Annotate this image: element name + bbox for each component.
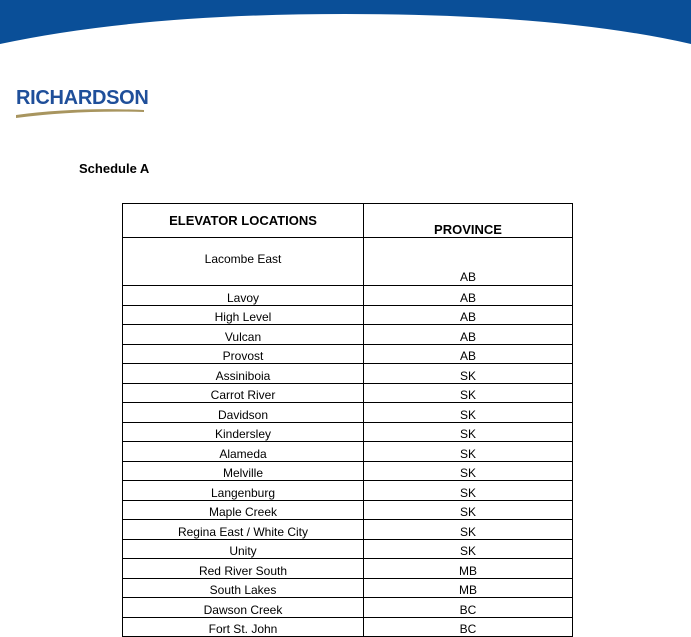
table-row — [123, 442, 573, 462]
province-cell: SK — [364, 481, 573, 501]
province-cell: AB — [364, 344, 573, 364]
province-cell: SK — [364, 500, 573, 520]
province-cell: AB — [364, 305, 573, 325]
province-cell: BC — [364, 617, 573, 637]
table-row — [123, 617, 573, 637]
location-cell: South Lakes — [123, 578, 364, 598]
location-cell: Carrot River — [123, 383, 364, 403]
location-cell: Lacombe East — [123, 238, 364, 286]
location-cell: Red River South — [123, 559, 364, 579]
province-cell: AB — [364, 286, 573, 306]
logo-swoosh — [16, 106, 146, 118]
location-cell: Provost — [123, 344, 364, 364]
location-cell: Lavoy — [123, 286, 364, 306]
province-cell: MB — [364, 578, 573, 598]
table-row — [123, 461, 573, 481]
company-logo — [16, 86, 149, 120]
location-cell: Melville — [123, 461, 364, 481]
location-cell: Davidson — [123, 403, 364, 423]
header-province: PROVINCE — [364, 204, 573, 238]
province-cell: SK — [364, 403, 573, 423]
table-row — [123, 539, 573, 559]
table-row — [123, 305, 573, 325]
province-cell: SK — [364, 364, 573, 384]
table-row — [123, 364, 573, 384]
header-elevator-locations: ELEVATOR LOCATIONS — [123, 204, 364, 238]
province-cell: MB — [364, 559, 573, 579]
province-cell: SK — [364, 422, 573, 442]
table-row — [123, 598, 573, 618]
table-row — [123, 481, 573, 501]
table-row — [123, 559, 573, 579]
location-cell: High Level — [123, 305, 364, 325]
location-cell: Vulcan — [123, 325, 364, 345]
schedule-title: Schedule A — [79, 161, 150, 176]
table-header-row — [123, 204, 573, 238]
table-row — [123, 238, 573, 286]
table-row — [123, 286, 573, 306]
province-cell: AB — [364, 325, 573, 345]
table-row — [123, 383, 573, 403]
location-cell: Fort St. John — [123, 617, 364, 637]
location-cell: Alameda — [123, 442, 364, 462]
header-band — [0, 0, 691, 50]
province-cell: SK — [364, 539, 573, 559]
elevator-locations-table — [122, 203, 573, 637]
location-cell: Regina East / White City — [123, 520, 364, 540]
location-cell: Assiniboia — [123, 364, 364, 384]
province-cell: SK — [364, 520, 573, 540]
province-cell: BC — [364, 598, 573, 618]
location-cell: Kindersley — [123, 422, 364, 442]
table-row — [123, 344, 573, 364]
location-cell: Dawson Creek — [123, 598, 364, 618]
table-row — [123, 403, 573, 423]
location-cell: Unity — [123, 539, 364, 559]
table-row — [123, 520, 573, 540]
province-cell: AB — [364, 238, 573, 286]
table-row — [123, 422, 573, 442]
location-cell: Langenburg — [123, 481, 364, 501]
province-cell: SK — [364, 461, 573, 481]
table-row — [123, 578, 573, 598]
table-row — [123, 325, 573, 345]
province-cell: SK — [364, 383, 573, 403]
logo-text: RICHARDSON — [16, 87, 149, 109]
location-cell: Maple Creek — [123, 500, 364, 520]
province-cell: SK — [364, 442, 573, 462]
table-row — [123, 500, 573, 520]
